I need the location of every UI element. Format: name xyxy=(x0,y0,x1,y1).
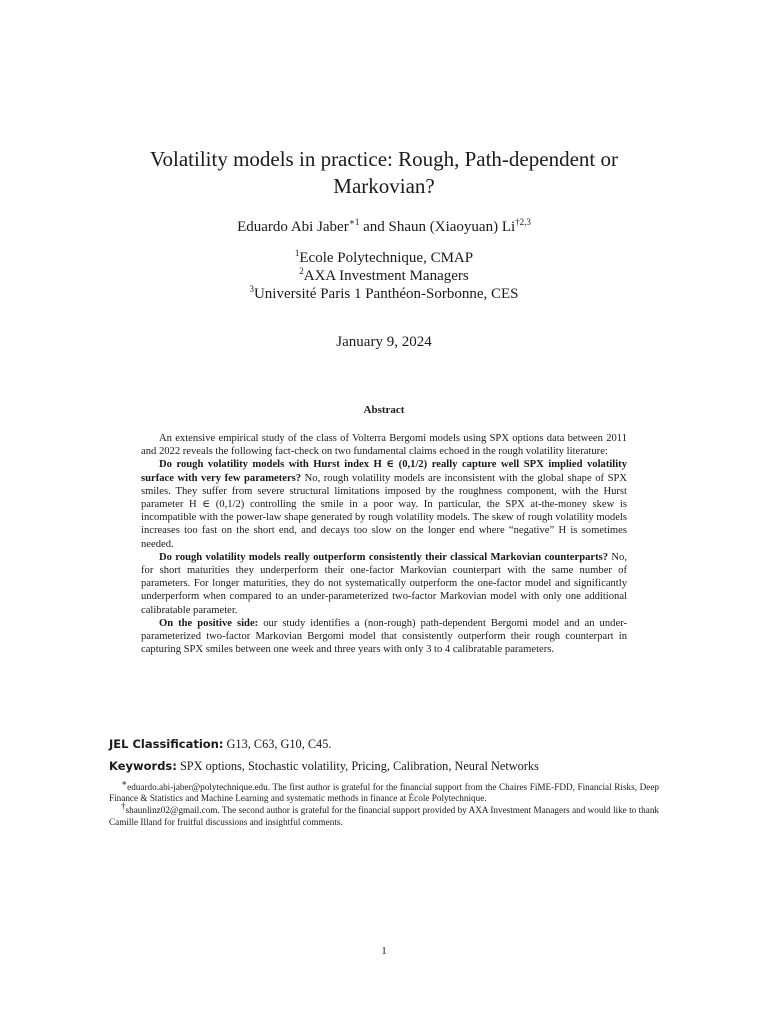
author-1-name: Eduardo Abi Jaber xyxy=(237,219,349,235)
abstract-question-2 xyxy=(141,551,627,617)
abstract-intro: An extensive empirical study of the class of Volterra Bergomi models using SPX options data between 2011 and 2022 reveals the following fact-check on two fundamental claims echoed in the rough volatility literature: xyxy=(141,433,627,458)
abstract-heading: Abstract xyxy=(363,404,405,416)
author-line xyxy=(100,219,668,236)
jel-classification xyxy=(109,737,659,752)
abstract-question-1-text: No, rough volatility models are inconsistent with the global shape of SPX smiles. They suffer from severe structural limitations imposed by the roughness component, with the Hurst parameter H ∈ (0,1/2) controlling the smile in a poor way. In particular, the SPX at-the-money skew is incompatible with the power-law shape generated by rough volatility models. The skew of rough volatility models increases too fast on the short end, and decays too slow on the longer end where “negative” H is sometimes needed. xyxy=(141,472,627,550)
author-1-mark: ∗1 xyxy=(348,217,360,227)
footnote-2 xyxy=(109,801,660,827)
footnotes xyxy=(109,777,660,829)
jel-label: JEL Classification: xyxy=(109,737,224,751)
abstract-body xyxy=(141,432,627,656)
abstract-question-2-bold: Do rough volatility models really outperform consistently their classical Markovian counterparts? xyxy=(159,551,609,563)
keywords-label: Keywords: xyxy=(109,759,177,773)
affiliation-1 xyxy=(100,249,668,267)
abstract-positive xyxy=(141,617,627,657)
affiliation-2 xyxy=(100,267,668,285)
affiliation-3-text: Université Paris 1 Panthéon-Sorbonne, CES xyxy=(253,286,519,302)
abstract-question-1-bold: Do rough volatility models with Hurst index H ∈ (0,1/2) really capture well SPX implied volatility surface with very few parameters? xyxy=(141,459,627,484)
jel-value: G13, C63, G10, C45. xyxy=(223,737,332,751)
affiliation-3 xyxy=(100,285,668,303)
abstract-question-2-text: No, for short maturities they underperform their one-factor Markovian counterpart with the same number of parameters. For longer maturities, they do not systematically outperform the one-factor model and significantly underperform when compared to an under-parameterized two-factor Markovian model with only one additional calibratable parameter. xyxy=(141,551,627,616)
footnote-1 xyxy=(109,777,659,804)
abstract-positive-bold: On the positive side: xyxy=(159,617,259,629)
affiliation-2-text: AXA Investment Managers xyxy=(303,268,469,284)
abstract-question-1 xyxy=(141,458,627,550)
author-2-name: Shaun (Xiaoyuan) Li xyxy=(388,219,516,235)
footnote-1-text: eduardo.abi-jaber@polytechnique.edu. The first author is grateful for the financial support from the Chaires FiME-FDD, Financial Risks, Deep Finance & Statistics and Machine Learning and systematic methods in finance at École Polytechnique. xyxy=(109,782,659,804)
footnote-2-mark: † xyxy=(121,801,126,812)
publication-date: January 9, 2024 xyxy=(336,334,432,350)
keywords-value: SPX options, Stochastic volatility, Pricing, Calibration, Neural Networks xyxy=(176,759,539,773)
affiliation-2-num: 2 xyxy=(299,266,304,276)
footnote-2-text: shaunlinz02@gmail.com. The second author is grateful for the financial support provided by AXA Investment Managers and would like to thank Camille Illand for fruitful discussions and insightful comments. xyxy=(109,805,660,827)
keywords xyxy=(109,759,659,774)
affiliation-3-num: 3 xyxy=(249,284,254,294)
paper-title: Volatility models in practice: Rough, Path-dependent or Markovian? xyxy=(150,147,618,198)
affiliation-1-text: Ecole Polytechnique, CMAP xyxy=(299,250,474,266)
abstract-positive-text: our study identifies a (non-rough) path-dependent Bergomi model and an under-parameterized two-factor Markovian Bergomi model that consistently outperform their rough counterpart in capturing SPX smiles between one week and three years with only 3 to 4 calibratable parameters. xyxy=(141,617,627,656)
author-conjunction: and xyxy=(359,219,389,235)
affiliation-1-num: 1 xyxy=(294,248,300,258)
page-number: 1 xyxy=(381,945,387,957)
footnote-1-mark: ∗ xyxy=(121,777,128,788)
author-2-mark: †2,3 xyxy=(515,217,531,227)
affiliations xyxy=(100,249,668,303)
